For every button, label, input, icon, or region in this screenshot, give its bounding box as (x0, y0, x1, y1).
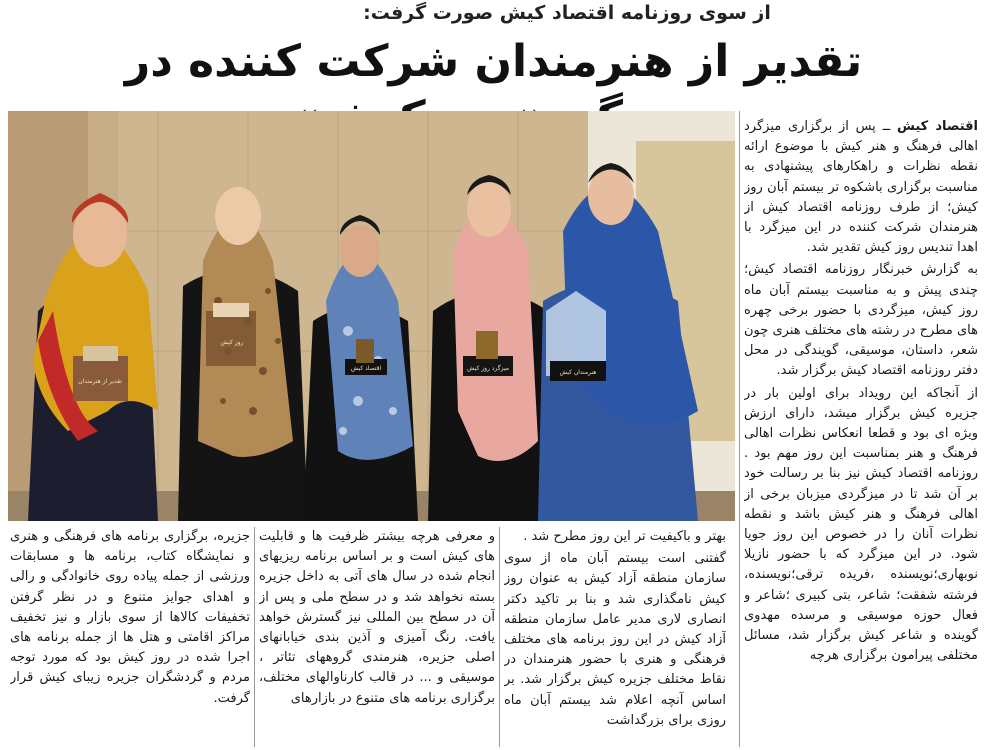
paragraph (504, 527, 726, 547)
plaque-text-3: اقتصاد کیش (350, 365, 382, 372)
paragraph (744, 260, 978, 381)
paragraph-text: گفتنی است بیستم آبان ماه از سوی سازمان منطقه آزاد کیش به عنوان روز کیش نامگذاری شد و بنا بر تاکید دکتر انصاری لاری مدیر عامل سازمان منطقه آزاد کیش در این روز برنامه های مختلف فرهنگی و هنری با حضور هنرمندان در نقاط مختلف جزیره کیش برگزار شد. بر اساس آنچه اعلام شد بیستم آبان ماه روزی برای بزرگداشت (504, 551, 726, 728)
paragraph (259, 527, 495, 709)
paragraph (504, 549, 726, 731)
article-photo (8, 111, 735, 521)
paragraph-text: از آنجاکه این رویداد برای اولین بار در جزیره کیش برگزار میشد، دارای ارزش ویژه ای بود و قطعا انعکاس نظرات اهالی فرهنگ و هنر بمناسبت این روز مهم بود . روزنامه اقتصاد کیش نیز بنا بر رسالت خود بر آن شد تا در میزگردی میزبان برخی از اهالی فرهنگ و هنر کیش باشد و نقطه نظرات آنان را در خصوص این روز جویا شود. در این میزگرد که با حضور نازیلا نوبهاری؛نویسنده ،فریده ترقی؛نویسنده، فرشته شفقت؛ شاعر، بتی کبیری ؛شاعر و فعال حوزه موسیقی و مرسده مهدوی گوینده و شاعر کیش برگزار شد، مسائل مختلفی پیرامون برگزاری هرچه (744, 385, 978, 664)
article-column-bottom-2 (259, 527, 495, 747)
paragraph-lead: اقتصاد کیش (896, 119, 978, 134)
paragraph (744, 117, 978, 258)
paragraph-text: ــ پس از برگزاری میزگرد اهالی فرهنگ و هنر کیش با موضوع ارائه نقطه نظرات و راهکارهای پیشنهادی به مناسبت برگزاری باشکوه تر بیستم آبان روز کیش؛ از طرف روزنامه اقتصاد کیش از هنرمندان شرکت کننده در این میزگرد با اهدا تندیس روز کیش تقدیر شد. (744, 119, 978, 256)
photo-illustration (8, 111, 735, 521)
headline: تقدیر از هنرمندان شرکت کننده در (124, 36, 863, 87)
article-column-right (744, 117, 978, 745)
kicker: از سوی روزنامه اقتصاد کیش صورت گرفت: (363, 2, 771, 24)
plaque-text-1: تقدیر از هنرمندان (78, 378, 122, 385)
article-column-bottom-3 (10, 527, 250, 747)
paragraph (744, 384, 978, 667)
paragraph-text: و معرفی هرچه بیشتر ظرفیت ها و قابلیت های کیش است و بر اساس برنامه ریزیهای انجام شده در سال های آتی به داخل جزیره بسته نخواهد شد و در سطح ملی و پس از آن در سطح بین المللی نیز گسترش خواهد یافت. رنگ آمیزی و آذین بندی خیابانهای اصلی جزیره، هنرمندی گروههای تئاتر ، موسیقی و ... در قالب کارناوالهای مختلف، برگزاری برنامه های متنوع در بازارهای (259, 529, 495, 706)
paragraph-text: جزیره، برگزاری برنامه های فرهنگی و هنری و نمایشگاه کتاب، برنامه ها و مسابقات ورزشی از جمله پیاده روی خانوادگی و رالی و اهدای جوایز متنوع و در نظر گرفتن تخفیفات کالاها از سوی بازار و نیز تخفیف مراکز اقامتی و هتل ها از جمله برنامه های اجرا شده در روز کیش بود که مورد توجه مردم و گردشگران جزیره زیبای کیش قرار گرفت. (10, 529, 250, 706)
plaque-text-5: هنرمندان کیش (559, 369, 597, 376)
column-divider (254, 527, 255, 747)
paragraph-text: به گزارش خبرنگار روزنامه اقتصاد کیش؛ چندی پیش و به مناسبت بیستم آبان ماه روز کیش، میزگردی با حضور برخی چهره های مطرح در رشته های مختلف هنری چون شعر، داستان، موسیقی، گویندگی در محل دفتر روزنامه اقتصاد کیش برگزار شد. (744, 262, 978, 379)
column-divider (499, 527, 500, 747)
plaque-text-4: میزگرد روز کیش (467, 365, 509, 372)
paragraph (10, 527, 250, 709)
column-divider (739, 111, 740, 747)
paragraph-text: بهتر و باکیفیت تر این روز مطرح شد . (523, 529, 726, 544)
plaque-text-2: روز کیش (220, 339, 244, 346)
article-column-bottom-1 (504, 527, 726, 747)
